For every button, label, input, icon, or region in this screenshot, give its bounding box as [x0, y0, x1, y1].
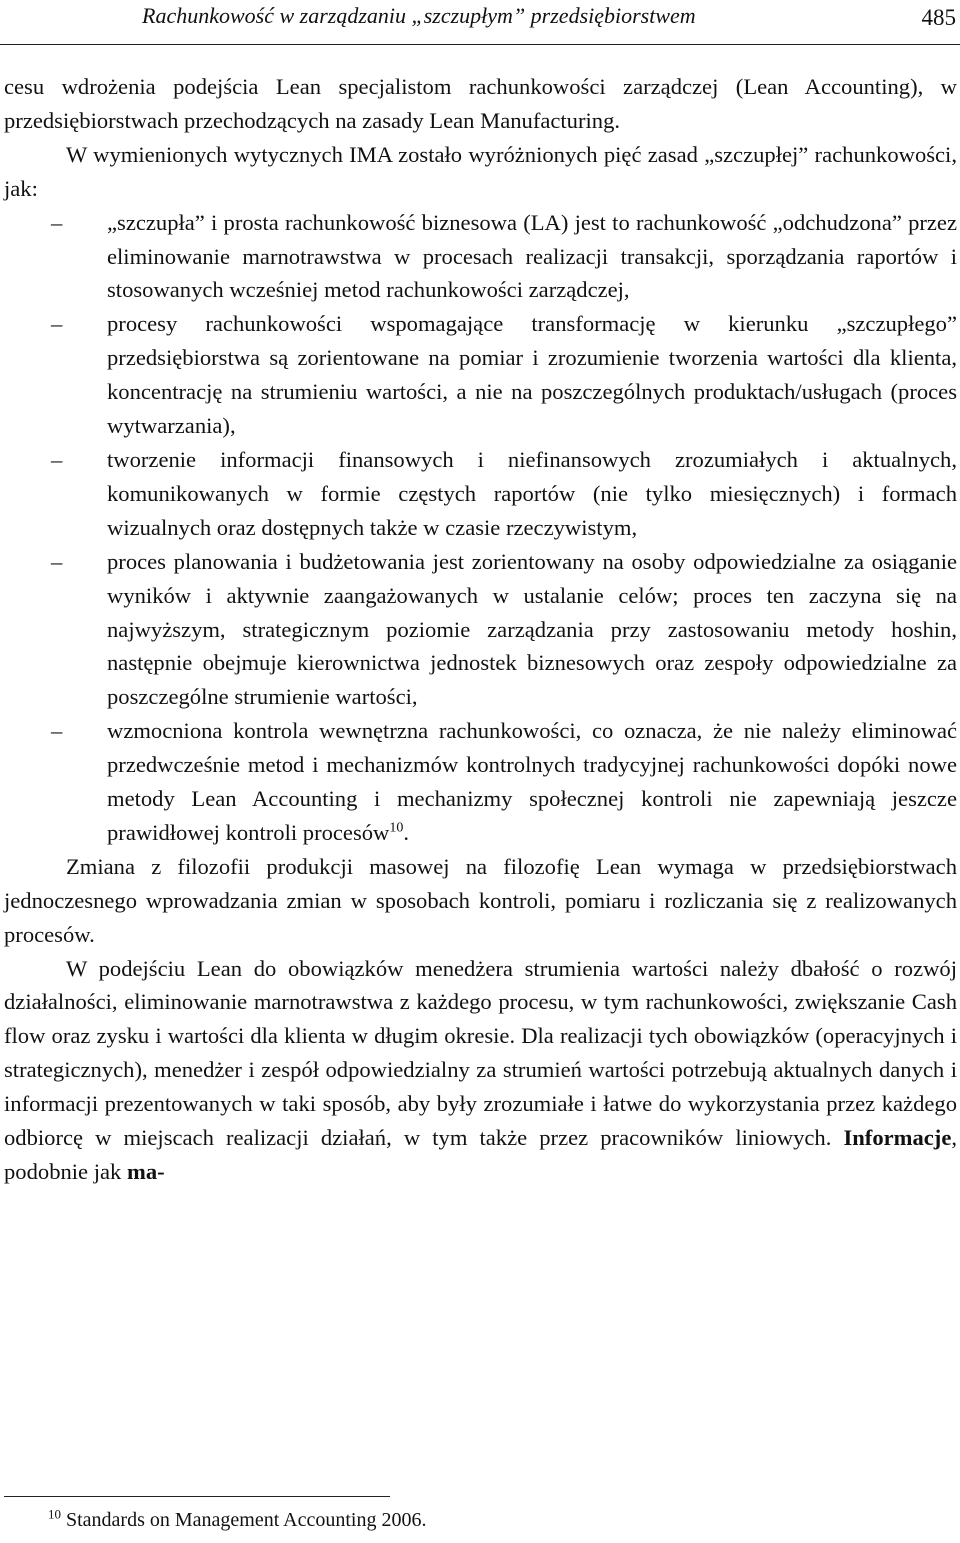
bold-term-continued: ma-: [127, 1159, 165, 1184]
bold-term-informacje: Informacje: [843, 1125, 952, 1151]
footnote-divider: [4, 1496, 390, 1497]
manager-paragraph-middle: , podobnie jak: [4, 1125, 957, 1184]
list-item-text: procesy rachunkowości wspomagające transformację w kierunku „szczupłego” przedsiębiorstwa są zorientowane na pomiar i zrozumienie tworzenia wartości dla klienta, koncentrację na strumieniu wartości, a nie na poszczególnych produktach/usługach (proces wytwarzania),: [107, 311, 957, 439]
footnote-text: Standards on Management Accounting 2006.: [66, 1509, 427, 1531]
dash-bullet: –: [51, 548, 63, 574]
page-body: [4, 70, 957, 1189]
principles-list: [4, 206, 957, 850]
dash-bullet: –: [51, 718, 63, 744]
dash-bullet: –: [51, 311, 63, 337]
list-item: [51, 545, 957, 715]
list-item-text: proces planowania i budżetowania jest zorientowany na osoby odpowiedzialne za osiąganie wyników i aktywnie zaangażowanych w ustalanie celów; proces ten zaczyna się na najwyższym, strategicznym poziomie zarządzania przy zastosowaniu metody hoshin, następnie obejmuje kierownictwa jednostek biznesowych oraz zespoły odpowiedzialne za poszczególne strumienie wartości,: [107, 548, 957, 710]
dash-bullet: –: [51, 446, 63, 472]
list-item-text: „szczupła” i prosta rachunkowość biznesowa (LA) jest to rachunkowość „odchudzona” przez eliminowanie marnotrawstwa w procesach realizacji transakcji, sporządzania raportów i stosowanych wcześniej metod rachunkowości zarządczej,: [107, 209, 957, 303]
principles-intro-paragraph: W wymienionych wytycznych IMA zostało wyróżnionych pięć zasad „szczupłej” rachunkowości, jak:: [4, 141, 957, 201]
manager-paragraph: [4, 952, 957, 1189]
list-item: [51, 206, 957, 308]
dash-bullet: –: [51, 209, 63, 235]
running-title: Rachunkowość w zarządzaniu „szczupłym” przedsiębiorstwem: [142, 3, 696, 28]
manager-paragraph-text: W podejściu Lean do obowiązków menedżera strumienia wartości należy dbałość o rozwój działalności, eliminowanie marnotrawstwa z każdego procesu, w tym rachunkowości, zwiększanie Cash flow oraz zysku i wartości dla klienta w długim okresie. Dla realizacji tych obowiązków (operacyjnych i strategicznych), menedżer i zespół odpowiedzialny za strumień wartości potrzebują aktualnych danych i informacji prezentowanych w taki sposób, aby były zrozumiałe i łatwe do wykorzystania przez każdego odbiorcę w miejscach realizacji działań, w tym także przez pracowników liniowych.: [4, 955, 957, 1151]
page-number: 485: [921, 5, 956, 30]
list-item-text: wzmocniona kontrola wewnętrzna rachunkowości, co oznacza, że nie należy eliminować przedwcześnie metod i mechanizmów kontrolnych tradycyjnej rachunkowości dopóki nowe metody Lean Accounting i mechanizmy społecznej kontroli nie zapewniają jeszcze prawidłowej kontroli procesów: [107, 718, 957, 845]
intro-paragraph: cesu wdrożenia podejścia Lean specjalistom rachunkowości zarządczej (Lean Accounting), w przedsiębiorstwach przechodzących na zasady Lean Manufacturing.: [4, 74, 957, 133]
footnote-reference[interactable]: 10: [389, 820, 404, 836]
footnote-number: 10: [48, 1506, 61, 1522]
list-item: [51, 714, 957, 850]
list-item: [51, 307, 957, 443]
mass-production-paragraph: Zmiana z filozofii produkcji masowej na filozofię Lean wymaga w przedsiębiorstwach jednoczesnego wprowadzania zmian w sposobach kontroli, pomiaru i rozliczania się z realizowanych procesów.: [4, 853, 957, 947]
running-header: [0, 0, 960, 45]
list-item-text: tworzenie informacji finansowych i niefinansowych zrozumiałych i aktualnych, komunikowanych w formie częstych raportów (nie tylko miesięcznych) i formach wizualnych oraz dostępnych także w czasie rzeczywistym,: [107, 446, 957, 540]
list-item-end: .: [403, 819, 410, 845]
footnote: [48, 1508, 427, 1532]
list-item: [51, 443, 957, 545]
